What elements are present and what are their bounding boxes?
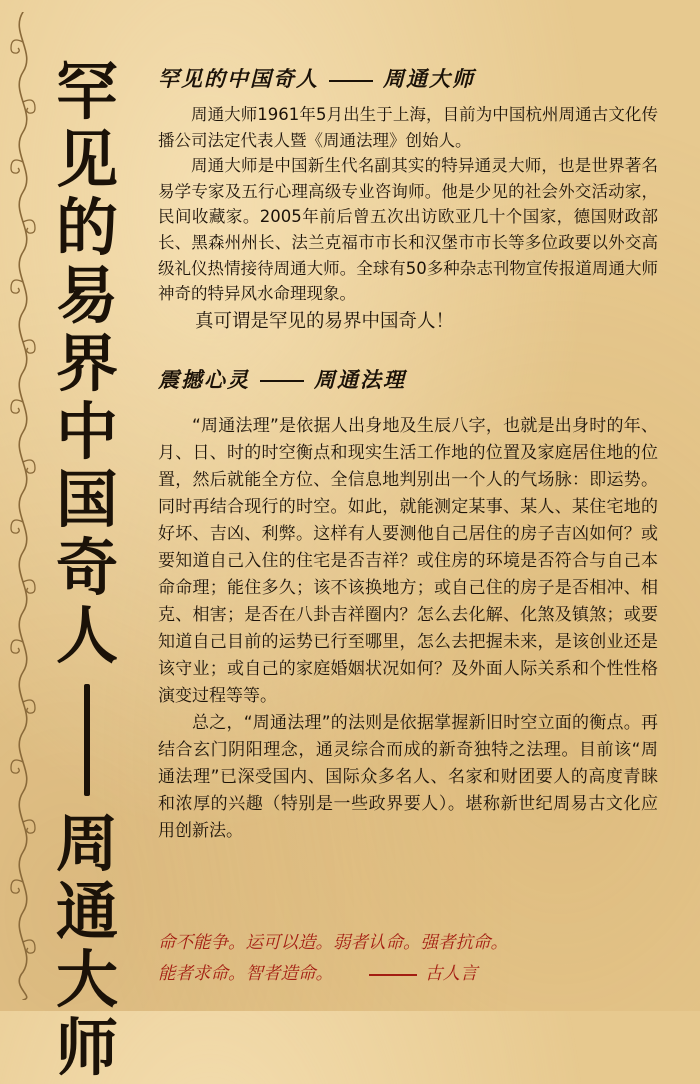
vertical-title-main: 罕见的易界中国奇人 bbox=[55, 55, 118, 672]
vine-curl bbox=[11, 40, 23, 53]
section1-heading bbox=[158, 64, 658, 94]
section1-heading-dash bbox=[329, 80, 373, 82]
vine-curl bbox=[11, 160, 23, 173]
section2-heading-right: 周通法理 bbox=[314, 366, 406, 392]
section-gap bbox=[158, 337, 658, 359]
section1-paragraph-2: 周通大师是中国新生代名副其实的特异通灵大师，也是世界著名易学专家及五行心理高级专业咨询师。他是少见的社会外交活动家，民间收藏家。2005年前后曾五次出访欧亚几十个国家，德国财政部长、黑森州州长、法兰克福市市长和汉堡市市长等多位政要以外交高级礼仪热情接待周通大师。全球有50多种杂志刊物宣传报道周通大师神奇的特异风水命理现象。 bbox=[158, 156, 658, 304]
proverb-attribution-dash bbox=[369, 974, 417, 976]
vine-curl bbox=[11, 880, 23, 893]
section2-heading-dash bbox=[260, 380, 304, 382]
section1-paragraph-1: 周通大师1961年5月出生于上海，目前为中国杭州周通古文化传播公司法定代表人暨《周通法理》创始人。 bbox=[158, 105, 658, 150]
proverb-line-2-row bbox=[158, 959, 658, 990]
section1-paragraph-3: 真可谓是罕见的易界中国奇人！ bbox=[195, 310, 455, 332]
section2-paragraph-1: “周通法理”是依据人出身地及生辰八字，也就是出身时的年、月、日、时的时空衡点和现实生活工作地的位置及家庭居住地的位置，然后就能全方位、全信息地判别出一个人的气场脉：即运势。同时再结合现行的时空。如此，就能测定某事、某人、某住宅地的好坏、吉凶、利弊。这样有人要测他自己居住的房子吉凶如何？或要知道自己入住的住宅是否吉祥？或住房的环境是否符合与自己本命命理；能住多久；该不该换地方；或自己住的房子是否相冲、相克、相害；是否在八卦吉祥圈内？怎么去化解、化煞及镇煞；或要知道自己目前的运势已行至哪里，怎么去把握未来，是该创业还是该守业；或自己的家庭婚姻状况如何？及外面人际关系和个性性格演变过程等等。 bbox=[158, 415, 658, 706]
vertical-title-name: 周通大师 bbox=[55, 807, 118, 1084]
vine-curl bbox=[11, 760, 23, 773]
proverb-line-1: 命不能争。运可以造。弱者认命。强者抗命。 bbox=[158, 933, 508, 953]
section1-heading-left: 罕见的中国奇人 bbox=[158, 66, 319, 91]
vine-border-ornament bbox=[6, 12, 40, 1000]
proverb-attribution-row bbox=[369, 964, 478, 984]
main-content bbox=[158, 64, 658, 845]
section2-heading-left: 震撼心灵 bbox=[158, 366, 250, 392]
vine-curl bbox=[11, 520, 23, 533]
proverb-attribution: 古人言 bbox=[425, 964, 478, 984]
vine-curl bbox=[11, 640, 23, 653]
vertical-title bbox=[50, 55, 124, 1084]
vine-curl bbox=[11, 400, 23, 413]
section2-top-gap bbox=[158, 403, 658, 413]
section1-heading-right: 周通大师 bbox=[383, 66, 475, 91]
vertical-title-dash bbox=[84, 684, 90, 796]
proverb-line-2: 能者求命。智者造命。 bbox=[158, 964, 333, 984]
proverb bbox=[158, 928, 658, 990]
vine-curl bbox=[11, 280, 23, 293]
section2-paragraph-2: 总之，“周通法理”的法则是依据掌握新旧时空立面的衡点。再结合玄门阴阳理念，通灵综合而成的新奇独特之法理。目前该“周通法理”已深受国内、国际众多名人、名家和财团要人的高度青睐和浓厚的兴趣（特别是一些政界要人）。堪称新世纪周易古文化应用创新法。 bbox=[158, 712, 658, 841]
section2-heading bbox=[158, 365, 658, 395]
